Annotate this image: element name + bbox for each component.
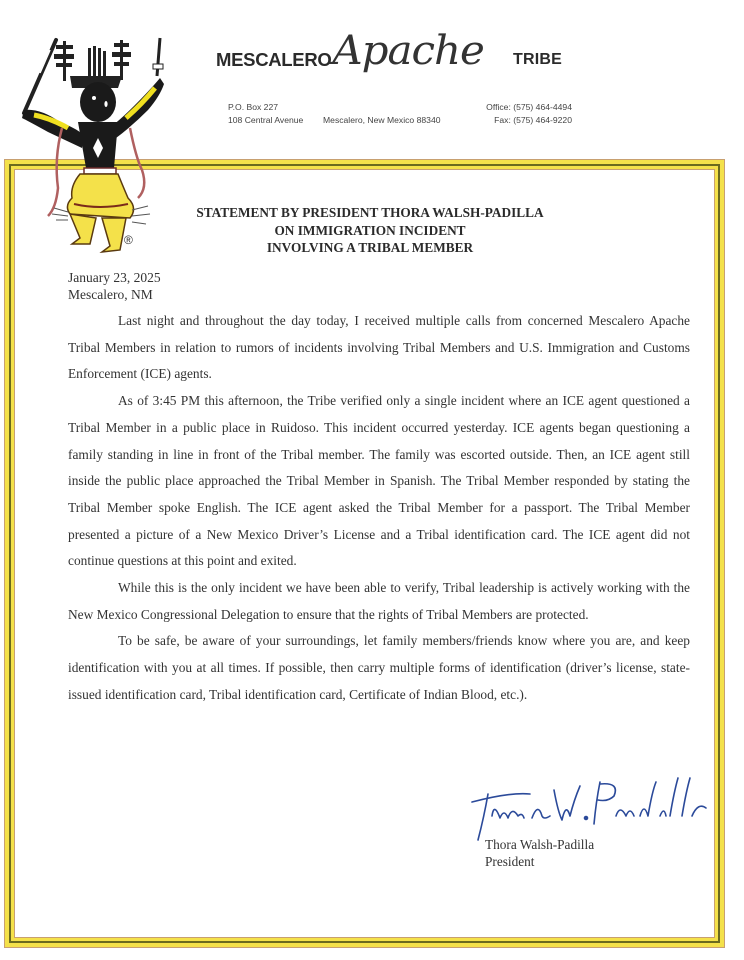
fax-number: Fax: (575) 464-9220: [494, 115, 572, 125]
statement-location: Mescalero, NM: [68, 287, 153, 302]
handwritten-signature-icon: [470, 772, 740, 842]
letterhead-contact: [472, 101, 572, 127]
letterhead-name-right: TRIBE: [513, 51, 562, 68]
address-po-box: P.O. Box 227: [228, 102, 279, 112]
signatory-title: President: [485, 854, 535, 869]
statement-headline: [150, 204, 590, 257]
letterhead-name-script: Apache: [332, 28, 484, 74]
headline-line-2: ON IMMIGRATION INCIDENT: [274, 222, 466, 238]
headline-line-3: INVOLVING A TRIBAL MEMBER: [266, 240, 474, 255]
address-city: Mescalero, New Mexico 88340: [323, 115, 441, 125]
statement-date: January 23, 2025: [68, 270, 161, 285]
body-paragraph: To be safe, be aware of your surroundings, let family members/friends know where you are, and keep identification with you at all times. If possible, then carry multiple forms of identification (driver’s license, state-issued identification card, Tribal identification card, Certificate of Indian Blood, etc.).: [68, 633, 690, 702]
office-phone: Office: (575) 464-4494: [486, 102, 572, 112]
headline-line-1: STATEMENT BY PRESIDENT THORA WALSH-PADILLA: [196, 205, 544, 220]
address-street: 108 Central Avenue: [228, 115, 304, 125]
signatory-name: Thora Walsh-Padilla: [485, 837, 595, 852]
signatory-block: [485, 836, 594, 870]
tribe-logo-dancer-icon: [10, 18, 170, 253]
body-paragraph: While this is the only incident we have been able to verify, Tribal leadership is actively working with the New Mexico Congressional Delegation to ensure that the rights of Tribal Members are protected.: [68, 580, 690, 622]
body-paragraph: As of 3:45 PM this afternoon, the Tribe verified only a single incident where an ICE agent questioned a Tribal Member in a public place in Ruidoso. This incident occurred yesterday. ICE agents began questioning a family standing in line in front of the Tribal member. The family was escorted outside. Then, an ICE agent still inside the public place approached the Tribal Member in Spanish. The Tribal Member responded by stating the Tribal Member spoke English. The ICE agent asked the Tribal Member for a passport. The Tribal Member presented a picture of a New Mexico Driver’s License and a Tribal identification card. The ICE agent did not continue questions at this point and exited.: [68, 393, 690, 569]
registered-mark: ®: [124, 233, 133, 247]
letterhead-name-left: MESCALERO: [216, 49, 332, 70]
dateline: [68, 269, 161, 303]
statement-body: [68, 308, 690, 709]
letterhead-title: [216, 28, 596, 98]
letterhead-address: [228, 101, 303, 127]
body-paragraph: Last night and throughout the day today, I received multiple calls from concerned Mescalero Apache Tribal Members in relation to rumors of incidents involving Tribal Members and U.S. Immigration and Customs Enforcement (ICE) agents.: [68, 313, 690, 382]
